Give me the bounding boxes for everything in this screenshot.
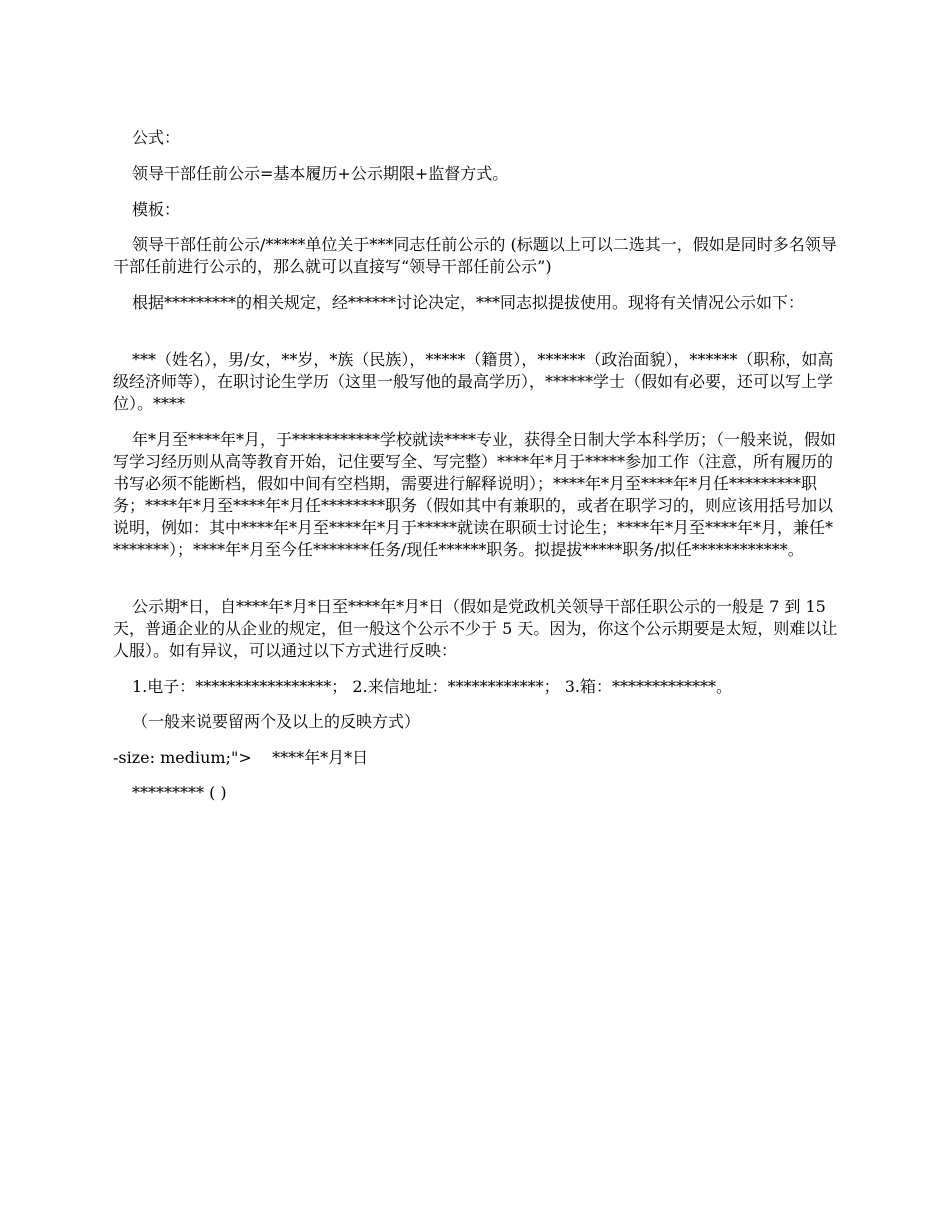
formula-heading: 公式： (132, 128, 181, 147)
personal-info-paragraph: ***（姓名），男/女，**岁，*族（民族），*****（籍贯），******（政治面貌），******（职称，如高级经济师等），在职讨论生学历（这里一般写他的最高学历），******学士（假如有必要，还可以写上学位）。**** (113, 350, 834, 413)
resume-paragraph: 年*月至****年*月，于***********学校就读****专业，获得全日制大学本科学历；（一般来说，假如写学习经历则从高等教育开始，记住要写全、写完整）****年*月于*****参加工作（注意，所有履历的书写必须不能断档，假如中间有空档期，需要进行解释说明）；****年*月至****年*月任*********职务；****年*月至****年*月任********职务（假如其中有兼职的，或者在职学习的，则应该用括号加以说明，例如：其中****年*月至****年*月于*****就读在职硕士讨论生；****年*月至****年*月，兼任********）；****年*月至今任*******任务/现任******职务。拟提拔*****职务/拟任************。 (113, 430, 837, 559)
signature-line: ********* ( ) (132, 783, 227, 802)
template-title-paragraph: 领导干部任前公示/*****单位关于***同志任前公示的 (标题以上可以二选其一，假如是同时多名领导干部任前进行公示的，那么就可以直接写“领导干部任前公示”) (113, 235, 837, 276)
contact-note-paragraph: （一般来说要留两个及以上的反映方式） (132, 712, 421, 731)
template-heading: 模板： (132, 200, 181, 219)
date-line: -size: medium;"> ****年*月*日 (113, 748, 369, 767)
formula-text: 领导干部任前公示=基本履历+公示期限+监督方式。 (132, 164, 509, 183)
contact-methods-paragraph: 1.电子：*****************； 2.来信地址：************； 3.箱：*************。 (132, 677, 732, 696)
publicity-period-paragraph: 公示期*日，自****年*月*日至****年*月*日（假如是党政机关领导干部任职公示的一般是 7 到 15 天，普通企业的从企业的规定，但一般这个公示不少于 5 天。因为，你这个公示期要是太短，则难以让人服）。如有异议，可以通过以下方式进行反映： (113, 597, 838, 660)
basis-paragraph: 根据*********的相关规定，经******讨论决定，***同志拟提拔使用。现将有关情况公示如下： (132, 293, 805, 312)
